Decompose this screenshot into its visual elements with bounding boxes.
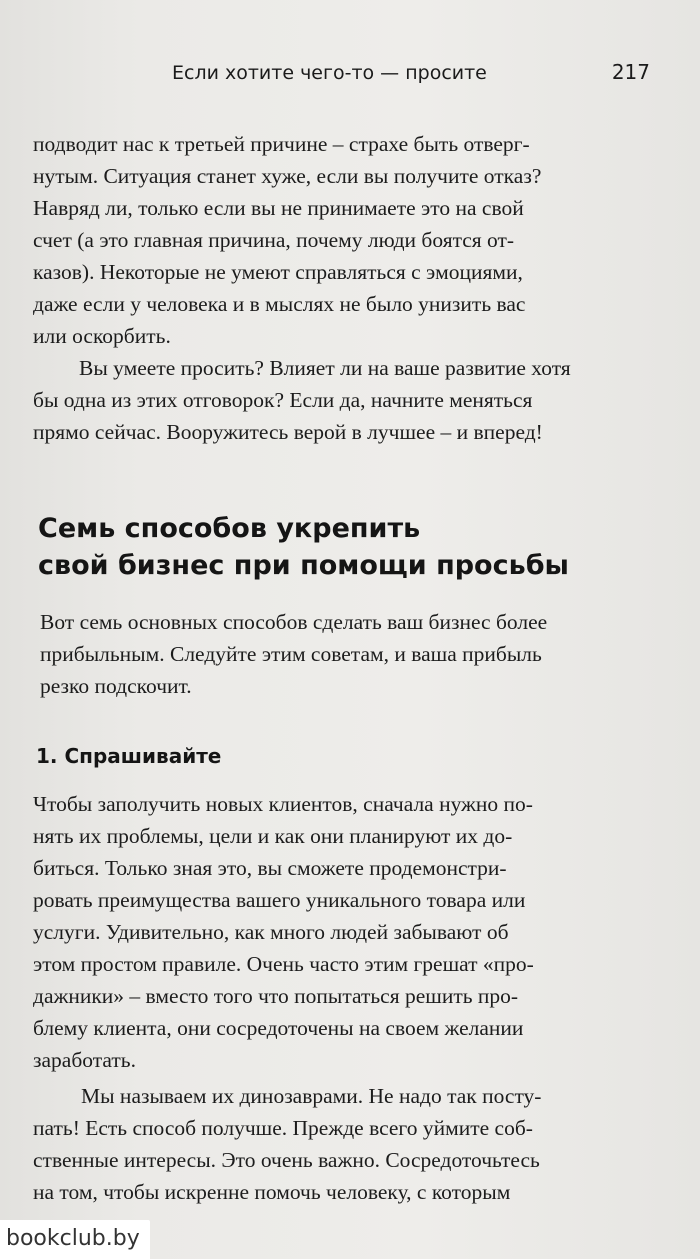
text-line: ровать преимущества вашего уникального товара или (33, 888, 526, 912)
text-line: на том, чтобы искренне помочь человеку, с которым (33, 1180, 511, 1204)
page-number: 217 (611, 60, 650, 84)
text-line: услуги. Удивительно, как много людей забывают об (33, 920, 509, 944)
text-line: резко подскочит. (40, 674, 192, 698)
running-head-title: Если хотите чего-то — просите (172, 62, 487, 84)
text-line: подводит нас к третьей причине – страхе быть отверг- (33, 132, 530, 156)
text-line: нять их проблемы, цели и как они планируют их до- (33, 824, 513, 848)
text-line: прибыльным. Следуйте этим советам, и ваша прибыль (40, 642, 542, 666)
text-line: Мы называем их динозаврами. Не надо так посту- (81, 1084, 542, 1108)
subheading-ask: 1. Спрашивайте (36, 744, 222, 768)
paragraph-3 (40, 606, 660, 702)
paragraph-2 (33, 352, 660, 448)
paragraph-5 (33, 1080, 660, 1208)
text-line: пать! Есть способ получше. Прежде всего уймите соб- (33, 1116, 533, 1140)
text-line: счет (а это главная причина, почему люди боятся от- (33, 228, 515, 252)
text-line: Вот семь основных способов сделать ваш бизнес более (40, 610, 548, 634)
text-line: Чтобы заполучить новых клиентов, сначала нужно по- (33, 792, 533, 816)
heading-line: Семь способов укрепить (38, 513, 421, 544)
text-line: дажники» – вместо того что попытаться решить про- (33, 984, 519, 1008)
text-line: ственные интересы. Это очень важно. Сосредоточьтесь (33, 1148, 540, 1172)
text-line: казов). Некоторые не умеют справляться с эмоциями, (33, 260, 523, 284)
text-line: даже если у человека и в мыслях не было унизить вас (33, 292, 526, 316)
text-line: заработать. (33, 1048, 136, 1072)
text-line: Вы умеете просить? Влияет ли на ваше развитие хотя (79, 356, 571, 380)
text-line: бы одна из этих отговорок? Если да, начните меняться (33, 388, 533, 412)
text-line: биться. Только зная это, вы сможете продемонстри- (33, 856, 507, 880)
watermark-logo: bookclub.by (0, 1220, 150, 1259)
section-heading (38, 510, 658, 584)
text-line: нутым. Ситуация станет хуже, если вы получите отказ? (33, 164, 542, 188)
text-line: блему клиента, они сосредоточены на своем желании (33, 1016, 524, 1040)
heading-line: свой бизнес при помощи просьбы (38, 550, 569, 581)
text-line: этом простом правиле. Очень часто этим грешат «про- (33, 952, 534, 976)
text-line: или оскорбить. (33, 324, 171, 348)
text-line: Навряд ли, только если вы не принимаете это на свой (33, 196, 524, 220)
paragraph-4 (33, 788, 660, 1076)
running-head (172, 60, 650, 84)
paragraph-1 (33, 128, 660, 352)
text-line: прямо сейчас. Вооружитесь верой в лучшее – и вперед! (33, 420, 543, 444)
